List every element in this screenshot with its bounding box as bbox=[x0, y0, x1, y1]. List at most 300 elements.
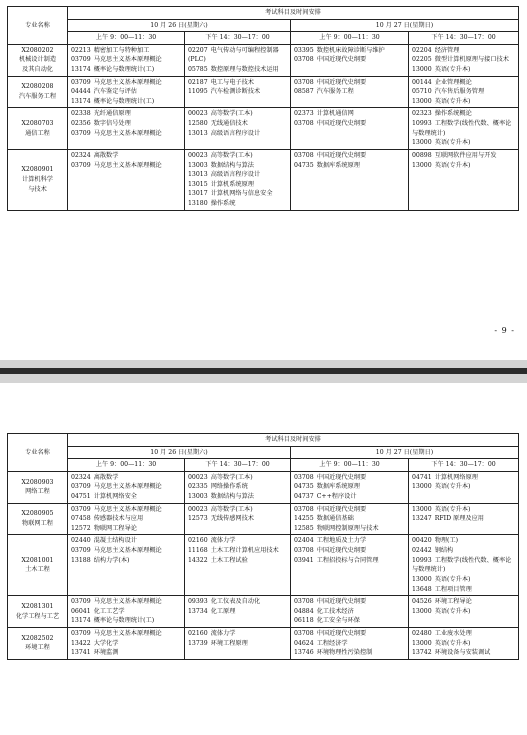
course-entry bbox=[412, 78, 515, 88]
course-entry bbox=[71, 87, 181, 97]
course-name: 传感器技术与应用 bbox=[93, 515, 144, 523]
course-code: 02204 bbox=[412, 46, 432, 54]
course-entry bbox=[412, 138, 515, 148]
course-code: 04526 bbox=[412, 598, 432, 606]
major-name-line: X2080703 bbox=[21, 120, 54, 128]
course-name: 概率论与数理统计(工) bbox=[93, 97, 155, 105]
exam-slot-d2pm bbox=[409, 535, 519, 596]
course-entry bbox=[71, 97, 181, 107]
course-name: 中国近现代史纲要 bbox=[316, 505, 367, 513]
course-code: 02338 bbox=[71, 110, 91, 118]
course-entry bbox=[412, 585, 515, 595]
course-entry bbox=[188, 170, 287, 180]
course-entry bbox=[294, 639, 405, 649]
course-code: 13015 bbox=[188, 180, 208, 188]
day2-am-header: 上午 9：00—11：30 bbox=[291, 459, 409, 472]
course-name: 无线通信技术 bbox=[210, 120, 248, 128]
course-name: 环境物理性污染控制 bbox=[316, 649, 373, 657]
course-entry bbox=[188, 607, 287, 617]
table-row bbox=[8, 149, 519, 210]
major-name-line: 网络工程 bbox=[25, 488, 50, 496]
course-name: 英语(专升本) bbox=[434, 575, 471, 583]
major-name-line: X2080202 bbox=[21, 46, 54, 54]
major-name-line: 土木工程 bbox=[25, 566, 50, 574]
exam-slot-d1pm bbox=[185, 471, 291, 503]
course-name: 操作系统 bbox=[210, 199, 236, 207]
exam-slot-d1pm bbox=[185, 149, 291, 210]
day1-pm-header: 下午 14：30—17：00 bbox=[185, 459, 291, 472]
course-entry bbox=[294, 492, 405, 502]
course-code: 00023 bbox=[188, 110, 208, 118]
course-name: 化工安全与环保 bbox=[316, 617, 360, 625]
course-name: 汽车服务工程 bbox=[316, 88, 354, 96]
course-code: 11095 bbox=[188, 88, 208, 96]
course-code: 13422 bbox=[71, 639, 91, 647]
course-name: 英语(专升本) bbox=[434, 505, 471, 513]
course-name: 数据结构与算法 bbox=[210, 493, 254, 501]
major-name-line: 汽车服务工程 bbox=[18, 93, 57, 101]
exam-slot-d1pm bbox=[185, 503, 291, 535]
course-entry bbox=[188, 482, 287, 492]
course-code: 12573 bbox=[188, 515, 208, 523]
course-entry bbox=[294, 616, 405, 626]
exam-slot-d2pm bbox=[409, 596, 519, 628]
course-entry bbox=[412, 46, 515, 56]
exam-slot-d2pm bbox=[409, 149, 519, 210]
course-name: RFID 原理及应用 bbox=[434, 515, 484, 523]
course-entry bbox=[71, 119, 181, 129]
exam-slot-d1pm bbox=[185, 627, 291, 659]
course-entry bbox=[188, 189, 287, 199]
course-name: 钢结构 bbox=[434, 547, 454, 555]
exam-slot-d2pm bbox=[409, 503, 519, 535]
major-name-line: 机械设计制造 bbox=[18, 56, 57, 64]
course-name: 流体力学 bbox=[210, 629, 236, 637]
course-entry bbox=[188, 87, 287, 97]
exam-slot-d1am bbox=[68, 44, 185, 76]
course-entry bbox=[188, 629, 287, 639]
course-code: 08587 bbox=[294, 88, 314, 96]
course-code: 03709 bbox=[71, 505, 91, 513]
course-code: 12585 bbox=[294, 524, 314, 532]
course-entry bbox=[71, 473, 181, 483]
course-name: 马克思主义基本原理概论 bbox=[93, 547, 162, 555]
course-code: 02442 bbox=[412, 547, 432, 555]
course-code: 02480 bbox=[412, 629, 432, 637]
major-name-cell bbox=[8, 535, 68, 596]
course-code: 00898 bbox=[412, 151, 432, 159]
course-name: 计算机系统原理 bbox=[210, 180, 254, 188]
course-name: 高等数学(工本) bbox=[210, 110, 253, 118]
major-name-line: X2082502 bbox=[21, 634, 54, 642]
course-entry bbox=[412, 87, 515, 97]
major-name-line: X2081001 bbox=[21, 556, 54, 564]
course-name: 高等数学(工本) bbox=[210, 505, 253, 513]
table-row bbox=[8, 503, 519, 535]
course-code: 03709 bbox=[71, 161, 91, 169]
course-entry bbox=[188, 536, 287, 546]
course-entry bbox=[71, 55, 181, 65]
course-code: 13174 bbox=[71, 66, 91, 74]
exam-slot-d2pm bbox=[409, 108, 519, 149]
course-code: 13000 bbox=[412, 139, 432, 147]
major-column-header: 专业名称 bbox=[8, 7, 68, 45]
course-name: 工程数学(线性代数、概率论与数理统计) bbox=[412, 556, 512, 574]
course-code: 04735 bbox=[294, 161, 314, 169]
major-name-cell bbox=[8, 503, 68, 535]
course-name: 化工工艺学 bbox=[93, 607, 125, 615]
day1-pm-header: 下午 14：30—17：00 bbox=[185, 32, 291, 45]
course-code: 10993 bbox=[412, 120, 432, 128]
course-entry bbox=[71, 629, 181, 639]
course-name: 计算机网络安全 bbox=[93, 493, 137, 501]
page-upper bbox=[0, 0, 527, 360]
course-code: 02440 bbox=[71, 537, 91, 545]
course-entry bbox=[412, 473, 515, 483]
course-entry bbox=[188, 78, 287, 88]
course-entry bbox=[412, 109, 515, 119]
course-name: 流体力学 bbox=[210, 537, 236, 545]
course-entry bbox=[188, 556, 287, 566]
course-code: 00420 bbox=[412, 537, 432, 545]
course-code: 02324 bbox=[71, 473, 91, 481]
course-code: 05710 bbox=[412, 88, 432, 96]
course-entry bbox=[294, 505, 405, 515]
major-name-cell bbox=[8, 471, 68, 503]
course-entry bbox=[294, 629, 405, 639]
course-name: 马克思主义基本原理概论 bbox=[93, 598, 162, 606]
course-entry bbox=[71, 129, 181, 139]
course-name: 光纤通信原理 bbox=[93, 110, 131, 118]
course-name: 精密加工与特种加工 bbox=[93, 46, 150, 54]
course-entry bbox=[294, 46, 405, 56]
course-code: 13003 bbox=[188, 161, 208, 169]
course-name: 英语(专升本) bbox=[434, 483, 471, 491]
course-entry bbox=[294, 514, 405, 524]
course-code: 03709 bbox=[71, 629, 91, 637]
course-name: 数据结构与算法 bbox=[210, 161, 254, 169]
page-number: - 9 - bbox=[494, 326, 515, 335]
course-code: 04741 bbox=[412, 473, 432, 481]
course-code: 03708 bbox=[294, 598, 314, 606]
course-name: 工程项目管理 bbox=[434, 585, 472, 593]
course-name: 马克思主义基本原理概论 bbox=[93, 161, 162, 169]
course-code: 04751 bbox=[71, 493, 91, 501]
course-name: 中国近现代史纲要 bbox=[316, 151, 367, 159]
course-code: 05785 bbox=[188, 66, 208, 74]
course-code: 03708 bbox=[294, 151, 314, 159]
course-name: 电工与电子技术 bbox=[210, 78, 254, 86]
major-name-cell bbox=[8, 76, 68, 108]
course-name: 汽车鉴定与评估 bbox=[93, 88, 137, 96]
course-code: 12572 bbox=[71, 524, 91, 532]
day1-am-header: 上午 9：00—11：30 bbox=[68, 459, 185, 472]
course-entry bbox=[294, 607, 405, 617]
course-name: 数据通信基础 bbox=[316, 515, 354, 523]
course-name: 中国近现代史纲要 bbox=[316, 629, 367, 637]
course-code: 03708 bbox=[294, 547, 314, 555]
course-entry bbox=[294, 78, 405, 88]
major-column-header: 专业名称 bbox=[8, 434, 68, 472]
course-entry bbox=[412, 607, 515, 617]
course-entry bbox=[188, 492, 287, 502]
exam-slot-d1pm bbox=[185, 535, 291, 596]
course-code: 04884 bbox=[294, 607, 314, 615]
course-name: 高级语言程序设计 bbox=[210, 171, 261, 179]
course-entry bbox=[412, 65, 515, 75]
course-code: 13180 bbox=[188, 199, 208, 207]
course-entry bbox=[294, 55, 405, 65]
exam-arrangement-header: 考试科目及时间安排 bbox=[68, 7, 519, 20]
course-name: 化工技术经济 bbox=[316, 607, 354, 615]
exam-slot-d1am bbox=[68, 627, 185, 659]
course-code: 03941 bbox=[294, 556, 314, 564]
course-code: 03709 bbox=[71, 56, 91, 64]
course-code: 13247 bbox=[412, 515, 432, 523]
course-entry bbox=[294, 556, 405, 566]
course-code: 07458 bbox=[71, 515, 91, 523]
major-name-cell bbox=[8, 596, 68, 628]
course-entry bbox=[188, 514, 287, 524]
exam-arrangement-header: 考试科目及时间安排 bbox=[68, 434, 519, 447]
course-entry bbox=[294, 87, 405, 97]
course-entry bbox=[412, 629, 515, 639]
course-name: 汽车售后服务管理 bbox=[434, 88, 485, 96]
course-name: 计算机网络与信息安全 bbox=[210, 190, 273, 198]
course-name: 英语(专升本) bbox=[434, 639, 471, 647]
major-name-line: 通信工程 bbox=[25, 129, 50, 137]
course-code: 13742 bbox=[412, 649, 432, 657]
course-code: 00023 bbox=[188, 505, 208, 513]
exam-slot-d1pm bbox=[185, 44, 291, 76]
course-name: 中国近现代史纲要 bbox=[316, 547, 367, 555]
exam-slot-d2am bbox=[291, 535, 409, 596]
course-code: 13000 bbox=[412, 639, 432, 647]
day1-am-header: 上午 9：00—11：30 bbox=[68, 32, 185, 45]
major-name-line: 及其自动化 bbox=[22, 66, 53, 74]
exam-slot-d1pm bbox=[185, 108, 291, 149]
course-code: 03708 bbox=[294, 473, 314, 481]
course-name: 高等数学(工本) bbox=[210, 151, 253, 159]
course-code: 13174 bbox=[71, 97, 91, 105]
course-name: 马克思主义基本原理概论 bbox=[93, 78, 162, 86]
course-code: 02160 bbox=[188, 537, 208, 545]
course-entry bbox=[71, 616, 181, 626]
course-entry bbox=[188, 119, 287, 129]
course-code: 04735 bbox=[294, 483, 314, 491]
course-name: 概率论与数理统计(工) bbox=[93, 617, 155, 625]
course-code: 03708 bbox=[294, 629, 314, 637]
course-name: 中国近现代史纲要 bbox=[316, 473, 367, 481]
course-name: 物理(工) bbox=[434, 537, 459, 545]
course-name: 英语(专升本) bbox=[434, 97, 471, 105]
course-entry bbox=[412, 55, 515, 65]
major-name-line: 环境工程 bbox=[25, 644, 50, 652]
course-name: 大学化学 bbox=[93, 639, 119, 647]
major-name-line: X2080901 bbox=[21, 166, 54, 174]
exam-slot-d1am bbox=[68, 596, 185, 628]
course-entry bbox=[412, 556, 515, 575]
course-code: 13648 bbox=[412, 585, 432, 593]
course-name: 数据库系统原理 bbox=[316, 483, 360, 491]
course-entry bbox=[294, 151, 405, 161]
course-code: 13000 bbox=[412, 66, 432, 74]
course-name: 企业管理概论 bbox=[434, 78, 472, 86]
day2-am-header: 上午 9：00—11：30 bbox=[291, 32, 409, 45]
course-code: 02207 bbox=[188, 46, 208, 54]
course-name: 马克思主义基本原理概论 bbox=[93, 129, 162, 137]
course-entry bbox=[294, 119, 405, 129]
exam-schedule-table-2 bbox=[7, 433, 519, 660]
course-code: 02187 bbox=[188, 78, 208, 86]
course-name: 马克思主义基本原理概论 bbox=[93, 629, 162, 637]
major-name-line: 物联网工程 bbox=[22, 520, 53, 528]
course-code: 14322 bbox=[188, 556, 208, 564]
course-name: 环境工程导论 bbox=[434, 598, 472, 606]
major-name-line: X2080208 bbox=[21, 83, 54, 91]
course-name: 环境工程原理 bbox=[210, 639, 248, 647]
exam-slot-d2am bbox=[291, 596, 409, 628]
course-code: 02213 bbox=[71, 46, 91, 54]
exam-slot-d1pm bbox=[185, 76, 291, 108]
course-code: 03708 bbox=[294, 56, 314, 64]
course-entry bbox=[294, 546, 405, 556]
exam-slot-d1am bbox=[68, 108, 185, 149]
course-name: 中国近现代史纲要 bbox=[316, 78, 367, 86]
course-code: 02323 bbox=[412, 110, 432, 118]
course-entry bbox=[71, 607, 181, 617]
course-code: 04444 bbox=[71, 88, 91, 96]
major-name-line: X2080903 bbox=[21, 478, 54, 486]
course-name: 数控机床故障诊断与维护 bbox=[316, 46, 385, 54]
course-entry bbox=[294, 597, 405, 607]
course-name: 网络操作系统 bbox=[210, 483, 248, 491]
exam-slot-d2am bbox=[291, 44, 409, 76]
course-code: 03709 bbox=[71, 78, 91, 86]
course-entry bbox=[188, 639, 287, 649]
course-name: 物联网控制原理与技术 bbox=[316, 524, 379, 532]
course-entry bbox=[71, 639, 181, 649]
course-entry bbox=[188, 46, 287, 65]
course-code: 03395 bbox=[294, 46, 314, 54]
exam-slot-d2pm bbox=[409, 76, 519, 108]
course-entry bbox=[412, 97, 515, 107]
course-code: 06041 bbox=[71, 607, 91, 615]
exam-slot-d2am bbox=[291, 76, 409, 108]
course-code: 03708 bbox=[294, 120, 314, 128]
course-code: 04737 bbox=[294, 493, 314, 501]
course-entry bbox=[412, 546, 515, 556]
course-name: 结构力学(本) bbox=[93, 556, 130, 564]
course-name: 微型计算机原理与接口技术 bbox=[434, 56, 509, 64]
course-name: 马克思主义基本原理概论 bbox=[93, 483, 162, 491]
major-name-line: X2081301 bbox=[21, 602, 54, 610]
day2-header: 10 月 27 日(星期日) bbox=[291, 446, 519, 459]
course-code: 13013 bbox=[188, 129, 208, 137]
course-entry bbox=[412, 514, 515, 524]
table-row bbox=[8, 627, 519, 659]
course-entry bbox=[71, 109, 181, 119]
course-code: 13746 bbox=[294, 649, 314, 657]
exam-slot-d1am bbox=[68, 149, 185, 210]
exam-slot-d2am bbox=[291, 471, 409, 503]
course-name: 工程招投标与合同管理 bbox=[316, 556, 379, 564]
course-entry bbox=[294, 536, 405, 546]
course-entry bbox=[412, 575, 515, 585]
course-name: 环境监测 bbox=[93, 649, 119, 657]
course-code: 12580 bbox=[188, 120, 208, 128]
exam-slot-d1am bbox=[68, 503, 185, 535]
course-entry bbox=[71, 556, 181, 566]
course-entry bbox=[188, 109, 287, 119]
course-name: 电气传动与可编程控制器(PLC) bbox=[188, 46, 279, 64]
course-code: 03709 bbox=[71, 547, 91, 555]
course-name: 马克思主义基本原理概论 bbox=[93, 56, 162, 64]
course-code: 13174 bbox=[71, 617, 91, 625]
day2-header: 10 月 27 日(星期日) bbox=[291, 19, 519, 32]
course-code: 02335 bbox=[188, 483, 208, 491]
exam-slot-d2pm bbox=[409, 44, 519, 76]
course-entry bbox=[188, 199, 287, 209]
course-entry bbox=[294, 524, 405, 534]
course-name: 英语(专升本) bbox=[434, 139, 471, 147]
course-code: 13000 bbox=[412, 575, 432, 583]
course-entry bbox=[294, 109, 405, 119]
course-entry bbox=[412, 648, 515, 658]
course-entry bbox=[188, 161, 287, 171]
course-code: 13188 bbox=[71, 556, 91, 564]
course-name: 土木工程试验 bbox=[210, 556, 248, 564]
course-entry bbox=[71, 78, 181, 88]
table-row bbox=[8, 108, 519, 149]
course-name: 马克思主义基本原理概论 bbox=[93, 505, 162, 513]
course-code: 03708 bbox=[294, 505, 314, 513]
course-code: 13017 bbox=[188, 190, 208, 198]
day2-pm-header: 下午 14：30—17：00 bbox=[409, 32, 519, 45]
course-code: 13741 bbox=[71, 649, 91, 657]
major-name-cell bbox=[8, 627, 68, 659]
course-code: 02160 bbox=[188, 629, 208, 637]
course-name: 英语(专升本) bbox=[434, 66, 471, 74]
course-entry bbox=[188, 546, 287, 556]
course-name: 高级语言程序设计 bbox=[210, 129, 261, 137]
course-name: 工程数学(线性代数、概率论与数理统计) bbox=[412, 120, 512, 137]
course-entry bbox=[412, 482, 515, 492]
course-code: 03709 bbox=[71, 129, 91, 137]
major-name-cell bbox=[8, 44, 68, 76]
course-entry bbox=[294, 648, 405, 658]
course-name: 汽车检测诊断技术 bbox=[210, 88, 261, 96]
course-code: 02373 bbox=[294, 110, 314, 118]
course-entry bbox=[294, 161, 405, 171]
major-name-cell bbox=[8, 108, 68, 149]
course-entry bbox=[294, 473, 405, 483]
course-name: 计算机通信网 bbox=[316, 110, 354, 118]
course-entry bbox=[188, 180, 287, 190]
course-entry bbox=[412, 119, 515, 138]
course-code: 13734 bbox=[188, 607, 208, 615]
course-name: 离散数学 bbox=[93, 151, 119, 159]
day1-header: 10 月 26 日(星期六) bbox=[68, 446, 291, 459]
major-name-cell bbox=[8, 149, 68, 210]
course-name: 化工仪表及自动化 bbox=[210, 598, 261, 606]
course-entry bbox=[71, 648, 181, 658]
course-name: 经济管理 bbox=[434, 46, 460, 54]
course-entry bbox=[188, 473, 287, 483]
table-row bbox=[8, 535, 519, 596]
exam-slot-d1am bbox=[68, 76, 185, 108]
course-name: 概率论与数理统计(工) bbox=[93, 66, 155, 74]
